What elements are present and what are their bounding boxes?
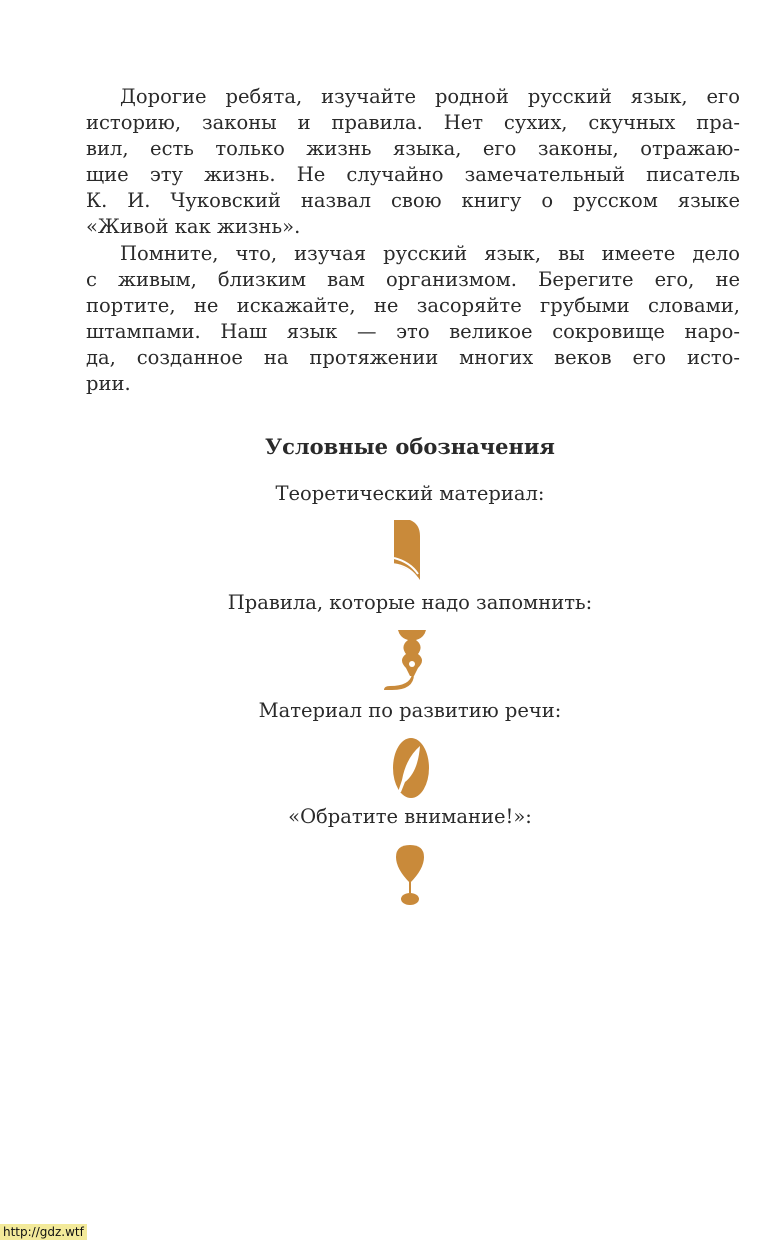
text-line: Дорогие ребята, изучайте родной русский язык, его (120, 85, 740, 108)
legend-label-speech: Материал по развитию речи: (258, 699, 562, 722)
text-line: с живым, близким вам организмом. Берегите его, не (86, 268, 740, 291)
intro-paragraph-2 (86, 241, 740, 397)
text-line: портите, не искажайте, не засоряйте грубыми словами, (86, 294, 740, 317)
legend-label-rules: Правила, которые надо запомнить: (227, 591, 593, 614)
text-line: рии. (86, 372, 131, 395)
intro-paragraph-1 (86, 84, 740, 240)
watermark: http://gdz.wtf (0, 1224, 87, 1240)
pen-nib-icon (380, 628, 440, 692)
text-line: Помните, что, изучая русский язык, вы имеете дело (120, 242, 740, 265)
legend-heading: Условные обозначения (265, 434, 555, 459)
text-line: «Живой как жизнь». (86, 215, 301, 238)
book-icon (380, 518, 440, 582)
text-line: К. И. Чуковский назвал свою книгу о русском языке (86, 189, 740, 212)
text-line: историю, законы и правила. Нет сухих, скучных пра- (86, 111, 740, 134)
legend-label-attention: «Обратите внимание!»: (288, 805, 532, 828)
text-line: щие эту жизнь. Не случайно замечательный писатель (86, 163, 740, 186)
text-line: штампами. Наш язык — это великое сокровище наро- (86, 320, 740, 343)
legend-label-theory: Теоретический материал: (275, 482, 545, 505)
exclamation-icon (380, 843, 440, 907)
feather-icon (380, 736, 440, 800)
text-line: вил, есть только жизнь языка, его законы, отражаю- (86, 137, 740, 160)
text-line: да, созданное на протяжении многих веков его исто- (86, 346, 740, 369)
